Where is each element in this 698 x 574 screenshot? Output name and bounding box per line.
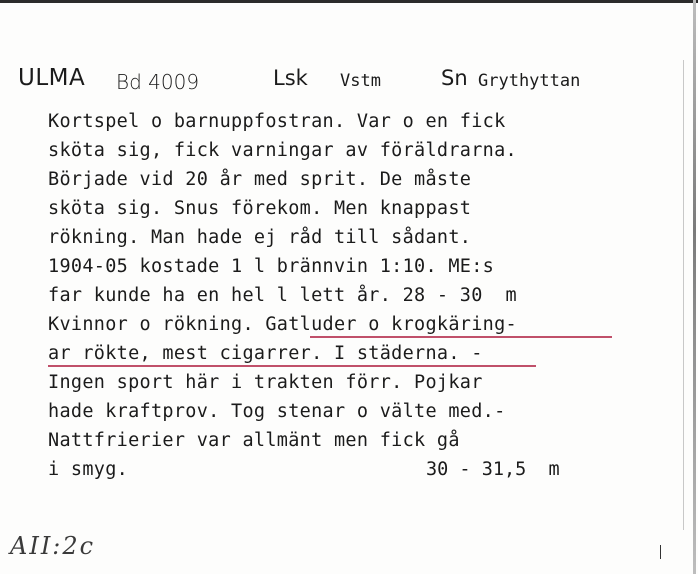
edge-tick-mark: [660, 545, 661, 559]
text-line: i smyg.: [48, 459, 129, 480]
volume-label: Bd 4009: [116, 70, 200, 94]
card-edge-shadow: [683, 60, 684, 530]
text-line: ar rökte, mest cigarrer. I städerna. -: [48, 343, 483, 364]
underline-mark: [48, 365, 536, 367]
text-line: Nattfrierier var allmänt men fick gå: [48, 430, 460, 451]
region-label: Lsk: [273, 66, 308, 90]
text-line: Började vid 20 år med sprit. De måste: [48, 169, 472, 190]
text-line: sköta sig. Snus förekom. Men knappast: [48, 198, 472, 219]
age-range-label: 30 - 31,5 m: [426, 459, 560, 480]
surname-label: ULMA: [18, 65, 86, 91]
text-line: Ingen sport här i trakten förr. Pojkar: [48, 372, 483, 393]
text-line: far kunde ha en hel l lett år. 28 - 30 m: [48, 285, 517, 306]
text-line: rökning. Man hade ej råd till sådant.: [48, 227, 472, 248]
card-top-edge: [0, 0, 698, 3]
parish-label: Grythyttan: [478, 71, 581, 91]
text-line: hade kraftprov. Tog stenar o välte med.-: [48, 401, 506, 422]
card-header: [18, 62, 658, 92]
province-label: Vstm: [340, 71, 381, 91]
underline-mark: [310, 336, 612, 338]
parish-prefix-label: Sn: [441, 66, 468, 90]
text-line: Kortspel o barnuppfostran. Var o en fick: [48, 111, 506, 132]
text-line: Kvinnor o rökning. Gatluder o krogkäring-: [48, 314, 517, 335]
handwritten-signature: AII:2c: [10, 532, 96, 560]
text-line: 1904-05 kostade 1 l brännvin 1:10. ME:s: [48, 256, 495, 277]
card-right-edge: [693, 0, 696, 574]
text-line: sköta sig, fick varningar av föräldrarna.: [48, 140, 517, 161]
